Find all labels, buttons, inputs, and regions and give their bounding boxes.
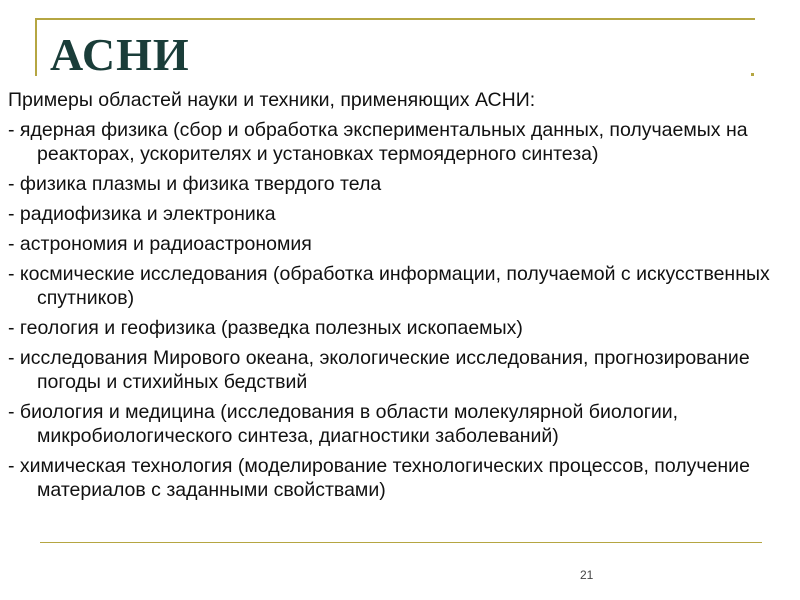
list-item: - геология и геофизика (разведка полезных ископаемых) xyxy=(8,317,523,339)
list-item: - ядерная физика (сбор и обработка экспериментальных данных, получаемых на реакторах, ускорителях и установках термоядерного синтеза) xyxy=(8,119,748,165)
bottom-frame-line xyxy=(40,542,762,543)
list-item: - биология и медицина (исследования в области молекулярной биологии, микробиологического синтеза, диагностики заболеваний) xyxy=(8,401,679,447)
list-item: - химическая технология (моделирование технологических процессов, получение материалов с заданными свойствами) xyxy=(8,455,750,501)
list-item: - космические исследования (обработка информации, получаемой с искусственных спутников) xyxy=(8,263,770,309)
intro-text: Примеры областей науки и техники, применяющих АСНИ: xyxy=(8,89,536,111)
list-item: - радиофизика и электроника xyxy=(8,203,276,225)
corner-dot xyxy=(751,73,754,76)
list-item: - исследования Мирового океана, экологические исследования, прогнозирование погоды и стихийных бедствий xyxy=(8,347,750,393)
list-item: - физика плазмы и физика твердого тела xyxy=(8,173,382,195)
page-number: 21 xyxy=(580,568,594,582)
slide-title: АСНИ xyxy=(50,29,190,80)
slide-content xyxy=(8,88,793,508)
left-frame-line xyxy=(35,18,37,76)
list-item: - астрономия и радиоастрономия xyxy=(8,233,312,255)
top-frame-line xyxy=(35,18,755,20)
